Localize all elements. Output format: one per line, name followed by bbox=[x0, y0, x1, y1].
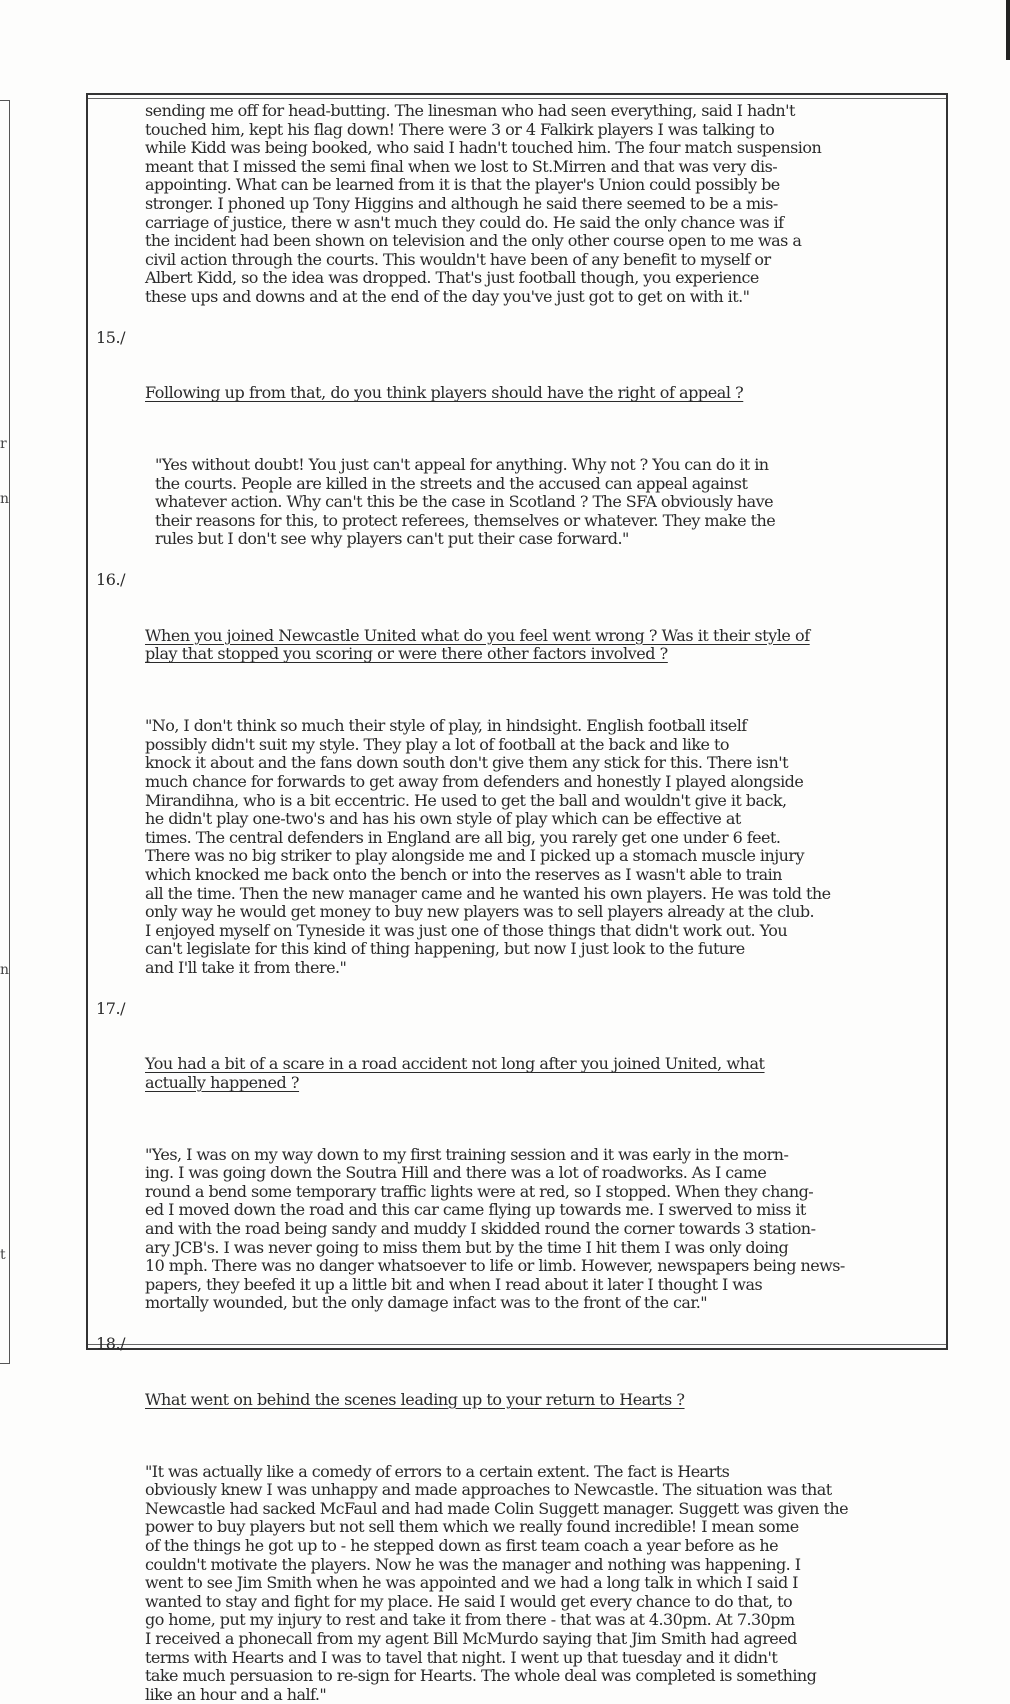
question-18 bbox=[96, 1335, 948, 1447]
answer-15: "Yes without doubt! You just can't appeal for anything. Why not ? You can do it in the courts. People are killed in the streets and the accused can appeal against whatever action. Why can't this be the case in Scotland ? The SFA obviously have their reasons for this, to protect referees, themselves or whatever. They make the rules but I don't see why players can't put their case forward." bbox=[155, 455, 776, 549]
question-number: 16./ bbox=[96, 570, 126, 590]
question-text: actually happened ? bbox=[145, 1072, 300, 1092]
interview-content bbox=[96, 102, 948, 1704]
question-16 bbox=[96, 571, 948, 701]
question-text: What went on behind the scenes leading up to your return to Hearts ? bbox=[145, 1389, 685, 1409]
question-number: 17./ bbox=[96, 998, 126, 1018]
question-text: You had a bit of a scare in a road accident not long after you joined United, what bbox=[145, 1054, 765, 1074]
answer-17: "Yes, I was on my way down to my first training session and it was early in the morn- ing. I was going down the Soutra Hill and there was a lot of roadworks. As I came round a bend some temporary traffic lights were at red, so I stopped. When they chang- ed I moved down the road and this car came flying up towards me. I swerved to miss it and with the road being sandy and muddy I skidded round the corner towards 3 station- ary JCB's. I was never going to miss them but by the time I hit them I was only doing 10 mph. There was no danger whatsoever to life or limb. However, newspapers being news- papers, they beefed it up a little bit and when I read about it later I thought I was mortally wounded, but the only damage infact was to the front of the car." bbox=[145, 1144, 845, 1313]
question-number: 18./ bbox=[96, 1334, 126, 1354]
question-15 bbox=[96, 329, 948, 441]
answer-18: "It was actually like a comedy of errors to a certain extent. The fact is Hearts obviously knew I was unhappy and made approaches to Newcastle. The situation was that Newcastle had sacked McFaul and had made Colin Suggett manager. Suggett was given the power to buy players but not sell them which we really found incredible! I mean some of the things he got up to - he stepped down as first team coach a year before as he couldn't motivate the players. Now he was the manager and nothing was happening. I went to see Jim Smith when he was appointed and we had a long talk in which I said I wanted to stay and fight for my place. He said I would get every chance to do that, to go home, put my injury to rest and take it from there - that was at 4.30pm. At 7.30pm I received a phonecall from my agent Bill McMurdo saying that Jim Smith had agreed terms with Hearts and I was to tavel that night. I went up that tuesday and it didn't take much persuasion to re-sign for Hearts. The whole deal was completed is something like an hour and a half." bbox=[145, 1461, 849, 1704]
question-text: Following up from that, do you think players should have the right of appeal ? bbox=[145, 383, 744, 403]
adjacent-page-fragment: t bbox=[0, 1247, 6, 1263]
answer-16: "No, I don't think so much their style of play, in hindsight. English football itself possibly didn't suit my style. They play a lot of football at the back and like to knock it about and the fans down south don't give them any stick for this. There isn't much chance for forwards to get away from defenders and honestly I played alongside Mirandihna, who is a bit eccentric. He used to get the ball and wouldn't give it back, he didn't play one-two's and has his own style of play which can be effective at times. The central defenders in England are all big, you rarely get one under 6 feet. There was no big striker to play alongside me and I picked up a stomach muscle injury which knocked me back onto the bench or into the reserves as I wasn't able to train all the time. Then the new manager came and he wanted his own players. He was told the only way he would get money to buy new players was to sell players already at the club. I enjoyed myself on Tyneside it was just one of those things that didn't work out. You can't legislate for this kind of thing happening, but now I just look to the future and I'll take it from there." bbox=[145, 716, 831, 977]
opening-answer: sending me off for head-butting. The linesman who had seen everything, said I hadn't touched him, kept his flag down! There were 3 or 4 Falkirk players I was talking to while Kidd was being booked, who said I hadn't touched him. The four match suspension meant that I missed the semi final when we lost to St.Mirren and that was very dis- appointing. What can be learned from it is that the player's Union could possibly be stronger. I phoned up Tony Higgins and although he said there seemed to be a mis- carriage of justice, there w asn't much they could do. He said the only chance was if the incident had been shown on television and the only other course open to me was a civil action through the courts. This wouldn't have been of any benefit to myself or Albert Kidd, so the idea was dropped. That's just football though, you experience these ups and downs and at the end of the day you've just got to get on with it." bbox=[145, 101, 822, 306]
scan-edge-mark bbox=[1006, 0, 1010, 60]
question-number: 15./ bbox=[96, 327, 126, 347]
question-text: When you joined Newcastle United what do you feel went wrong ? Was it their style of bbox=[145, 625, 810, 645]
adjacent-page-fragment: n bbox=[0, 491, 10, 507]
adjacent-page-fragment: n bbox=[0, 962, 10, 978]
adjacent-page-fragment: r bbox=[0, 436, 7, 452]
question-17 bbox=[96, 1000, 948, 1130]
adjacent-page-edge bbox=[0, 100, 10, 1364]
question-text: play that stopped you scoring or were there other factors involved ? bbox=[145, 644, 668, 664]
